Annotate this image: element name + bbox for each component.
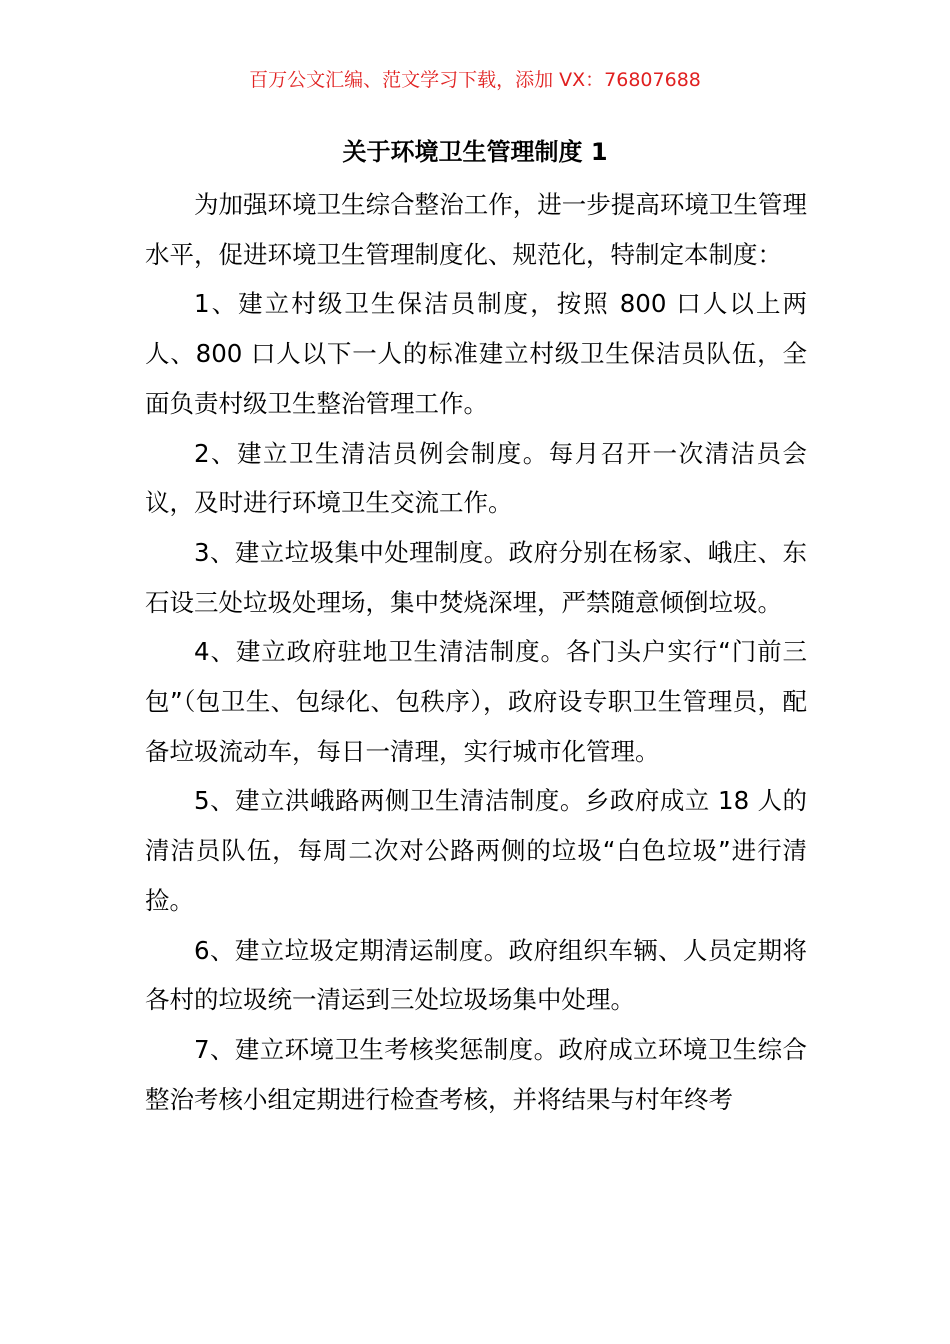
paragraph-item-6: 6、建立垃圾定期清运制度。政府组织车辆、人员定期将各村的垃圾统一清运到三处垃圾场集中处理。 xyxy=(145,935,807,1015)
document-title: 关于环境卫生管理制度 1 xyxy=(342,138,608,166)
paragraph-intro: 为加强环境卫生综合整治工作，进一步提高环境卫生管理水平，促进环境卫生管理制度化、规范化，特制定本制度： xyxy=(145,190,807,269)
document-body xyxy=(145,180,807,1124)
header-note: 百万公文汇编、范文学习下载，添加 VX：76807688 xyxy=(249,69,701,91)
paragraph-item-5: 5、建立洪峨路两侧卫生清洁制度。乡政府成立 18 人的清洁员队伍，每周二次对公路两侧的垃圾“白色垃圾”进行清捡。 xyxy=(145,786,807,915)
paragraph-item-2: 2、建立卫生清洁员例会制度。每月召开一次清洁员会议，及时进行环境卫生交流工作。 xyxy=(145,438,807,518)
paragraph-item-7: 7、建立环境卫生考核奖惩制度。政府成立环境卫生综合整治考核小组定期进行检查考核，并将结果与村年终考 xyxy=(145,1034,807,1114)
paragraph-item-4: 4、建立政府驻地卫生清洁制度。各门头户实行“门前三包”（包卫生、包绿化、包秩序），政府设专职卫生管理员，配备垃圾流动车，每日一清理，实行城市化管理。 xyxy=(145,637,807,766)
paragraph-item-3: 3、建立垃圾集中处理制度。政府分别在杨家、峨庄、东石设三处垃圾处理场，集中焚烧深埋，严禁随意倾倒垃圾。 xyxy=(145,537,807,617)
paragraph-item-1: 1、建立村级卫生保洁员制度，按照 800 口人以上两人、800 口人以下一人的标准建立村级卫生保洁员队伍，全面负责村级卫生整治管理工作。 xyxy=(145,289,807,418)
